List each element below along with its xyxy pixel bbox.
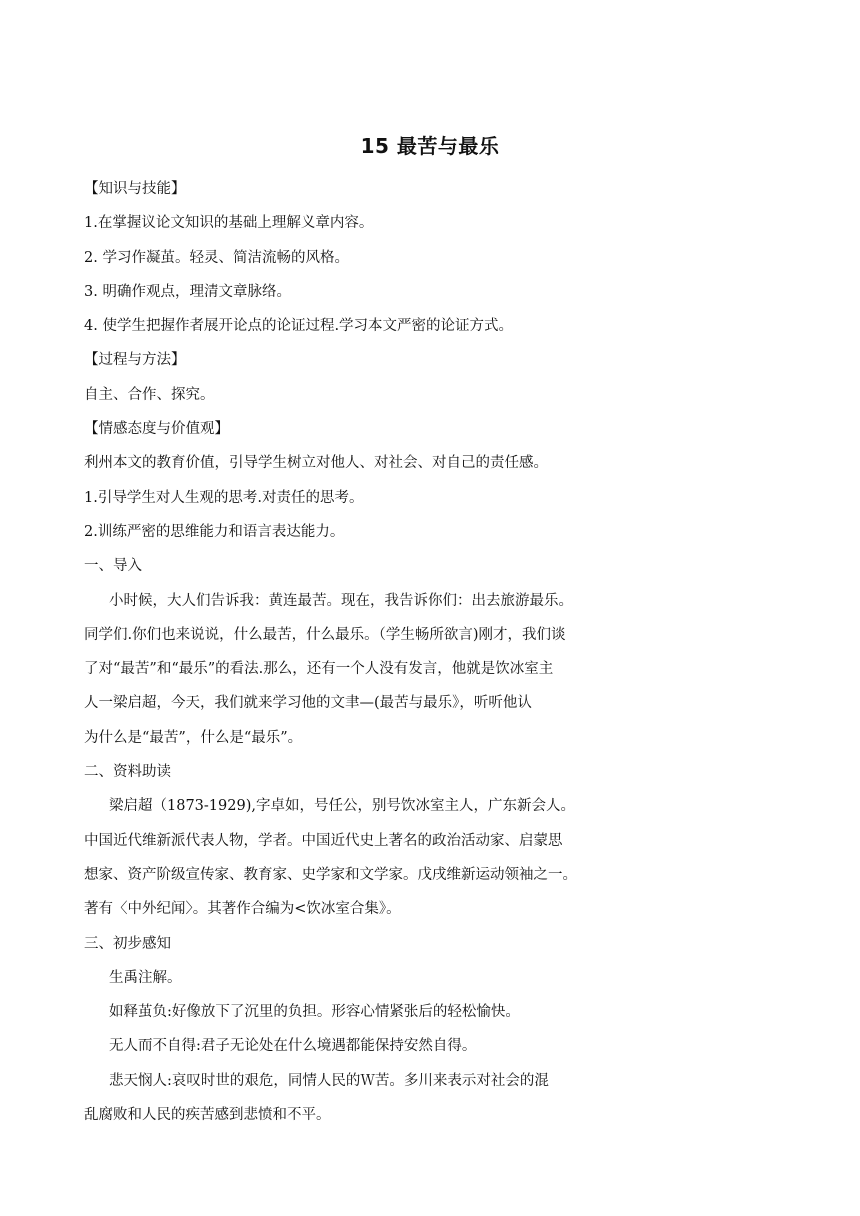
text-line: 自主、合作、探究。: [84, 386, 215, 403]
text-line: 一、导入: [84, 558, 142, 575]
text-line: 著有〈中外纪闻〉。其著作合编为<饮冰室合集》。: [84, 901, 401, 918]
text-line: 二、资料助读: [84, 764, 171, 781]
text-line: 中国近代维新派代表人物，学者。中国近代史上著名的政治活动家、启蒙思: [84, 832, 563, 849]
text-line: 人一梁启超，今天，我们就来学习他的文聿—(最苦与最乐》，听听他认: [84, 695, 532, 712]
text-line: 4. 使学生把握作者展开论点的论证过程.学习本文严密的论证方式。: [84, 318, 514, 335]
text-line: 【情感态度与价值观】: [84, 421, 229, 438]
text-line: 【过程与方法】: [84, 352, 186, 369]
page-title: 15 最苦与最乐: [360, 134, 500, 158]
text-line: 同学们.你们也来说说，什么最苦，什么最乐。（学生畅所欲言)刚才，我们谈: [84, 626, 566, 643]
text-line: 1.在掌握议论文知识的基础上理解义章内容。: [84, 215, 374, 232]
document-body: [84, 172, 784, 1132]
text-line: 小时候，大人们告诉我：黄连最苦。现在，我告诉你们：出去旅游最乐。: [109, 592, 573, 609]
text-line: 3. 明确作观点，理清文章脉络。: [84, 283, 291, 300]
text-line: 【知识与技能】: [84, 181, 186, 197]
text-line: 悲天悯人:哀叹时世的艰危，同情人民的Ｗ苦。多川来表示对社会的混: [109, 1072, 549, 1089]
text-line: 无人而不自得:君子无论处在什么境遇都能保持安然自得。: [109, 1038, 477, 1055]
text-line: 1.引导学生对人生观的思考.对责任的思考。: [84, 489, 364, 506]
text-line: 生禹注解。: [109, 969, 182, 986]
text-line: 想家、资产阶级宣传家、教育家、史学家和文学家。戊戌维新运动领袖之一。: [84, 866, 577, 883]
text-line: 梁启超（1873-1929),字卓如，号任公，别号饮冰室主人，广东新会人。: [109, 798, 575, 815]
text-line: 2.训练严密的思维能力和语言表达能力。: [84, 523, 345, 540]
text-line: 2. 学习作凝茧。轻灵、简洁流畅的风格。: [84, 249, 349, 266]
text-line: 如释茧负:好像放下了沉里的负担。形容心情紧张后的轻松愉快。: [109, 1004, 520, 1021]
text-line: 为什么是“最苦”，什么是“最乐”。: [84, 729, 303, 746]
text-line: 乱腐败和人民的疾苦感到悲愤和不平。: [84, 1107, 331, 1124]
text-line: 了对“最苦”和“最乐”的看法.那么，还有一个人没有发言，他就是饮冰室主: [84, 661, 554, 678]
text-line: 三、初步感知: [84, 935, 171, 952]
text-line: 利州本文的教育价值，引导学生树立对他人、对社会、对自己的责任感。: [84, 455, 548, 472]
